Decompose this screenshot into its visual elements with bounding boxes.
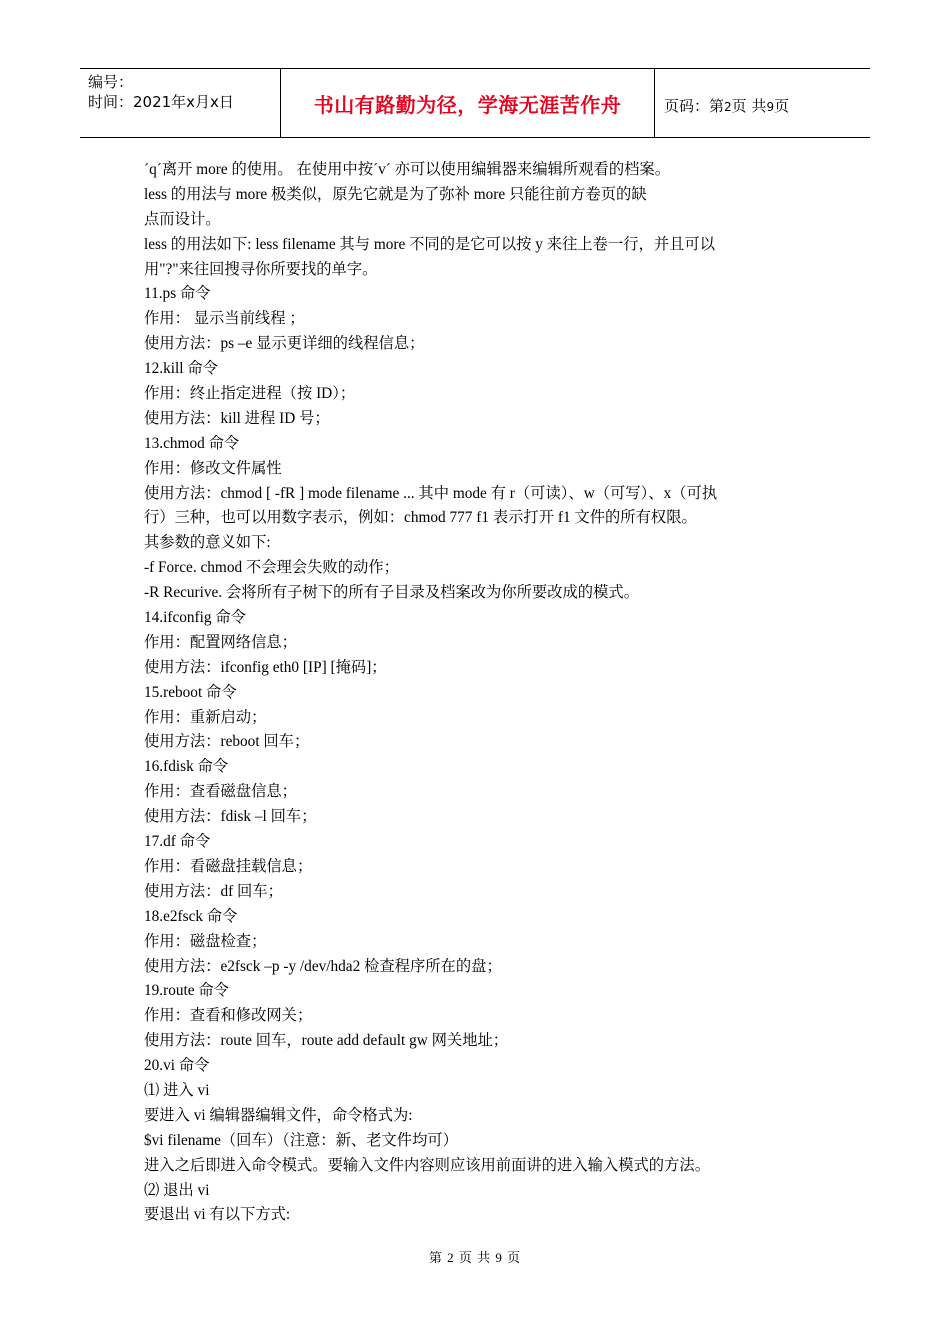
body-line: 使用方法：ifconfig eth0 [IP] [掩码]； [144, 658, 387, 676]
body-line: 作用：配置网络信息； [144, 633, 297, 651]
body-line: 使用方法：route 回车，route add default gw 网关地址； [144, 1032, 509, 1050]
body-line: 进入之后即进入命令模式。要输入文件内容则应该用前面讲的进入输入模式的方法。 [144, 1156, 710, 1174]
body-line: 其参数的意义如下: [144, 534, 271, 552]
document-time-label: 时间：2021年x月x日 [88, 93, 234, 111]
body-line: less 的用法如下: less filename 其与 more 不同的是它可以按 y 来往上卷一行，并且可以 [144, 235, 716, 253]
body-line: 18.e2fsck 命令 [144, 907, 238, 925]
page-header [80, 68, 870, 138]
body-line: 作用：重新启动； [144, 708, 267, 726]
body-line: ⑴ 进入 vi [144, 1081, 210, 1099]
body-line: ⑵ 退出 vi [144, 1181, 210, 1199]
body-line: less 的用法与 more 极类似，原先它就是为了弥补 more 只能往前方卷页的缺 [144, 185, 647, 203]
body-line: 13.chmod 命令 [144, 434, 240, 452]
body-line: 12.kill 命令 [144, 360, 218, 378]
header-page-info [664, 95, 789, 116]
body-line: ´q´离开 more 的使用。 在使用中按´v´ 亦可以使用编辑器来编辑所观看的档案。 [144, 161, 671, 178]
body-line: 作用：看磁盘挂载信息； [144, 857, 313, 875]
header-left-cell [80, 69, 280, 137]
body-line: 17.df 命令 [144, 833, 211, 851]
body-line: $vi filename（回车）（注意：新、老文件均可） [144, 1131, 458, 1149]
body-line: 11.ps 命令 [144, 285, 211, 303]
body-line: 使用方法：reboot 回车； [144, 733, 310, 751]
body-line: 要进入 vi 编辑器编辑文件，命令格式为: [144, 1106, 413, 1124]
body-line: -f Force. chmod 不会理会失败的动作； [144, 559, 399, 577]
body-line: 作用：查看和修改网关； [144, 1007, 313, 1025]
page-total: 9 [766, 100, 775, 114]
page-suffix: 页 [774, 97, 790, 115]
page-middle: 页 共 [731, 97, 767, 115]
body-line: 作用： 显示当前线程 ； [144, 310, 305, 328]
body-line: 作用：终止指定进程（按 ID）； [144, 385, 356, 403]
header-motto-cell [280, 69, 655, 137]
body-line: 作用：查看磁盘信息； [144, 783, 297, 801]
body-line: 16.fdisk 命令 [144, 758, 229, 776]
document-body [144, 158, 824, 1228]
body-line: 要退出 vi 有以下方式: [144, 1206, 291, 1224]
body-line: 20.vi 命令 [144, 1057, 210, 1075]
body-line: 使用方法：chmod [ -fR ] mode filename ... 其中 mode 有 r（可读）、w（可写）、x（可执 [144, 484, 718, 502]
document-number-label: 编号： [88, 73, 134, 91]
body-line: 19.route 命令 [144, 982, 229, 1000]
page-footer: 第 2 页 共 9 页 [428, 1250, 522, 1265]
body-line: 15.reboot 命令 [144, 683, 237, 701]
body-line: 行）三种，也可以用数字表示，例如：chmod 777 f1 表示打开 f1 文件的所有权限。 [144, 509, 697, 527]
page-prefix: 页码：第 [664, 97, 725, 115]
body-line: 使用方法：fdisk –l 回车； [144, 808, 317, 826]
body-line: -R Recurive. 会将所有子树下的所有子目录及档案改为你所要改成的模式。 [144, 584, 639, 602]
body-line: 作用：磁盘检查； [144, 932, 267, 950]
body-line: 使用方法：ps –e 显示更详细的线程信息； [144, 335, 425, 353]
body-line: 作用：修改文件属性 [144, 459, 282, 477]
body-line: 用"?"来往回搜寻你所要找的单字。 [144, 260, 378, 278]
page-current: 2 [724, 100, 732, 114]
body-line: 使用方法：df 回车； [144, 882, 283, 900]
body-line: 使用方法：kill 进程 ID 号； [144, 409, 330, 427]
body-line: 点而设计。 [144, 210, 221, 228]
body-line: 14.ifconfig 命令 [144, 609, 246, 627]
header-page-cell [654, 69, 870, 137]
header-motto: 书山有路勤为径，学海无涯苦作舟 [313, 93, 622, 117]
body-line: 使用方法：e2fsck –p -y /dev/hda2 检查程序所在的盘； [144, 957, 502, 975]
